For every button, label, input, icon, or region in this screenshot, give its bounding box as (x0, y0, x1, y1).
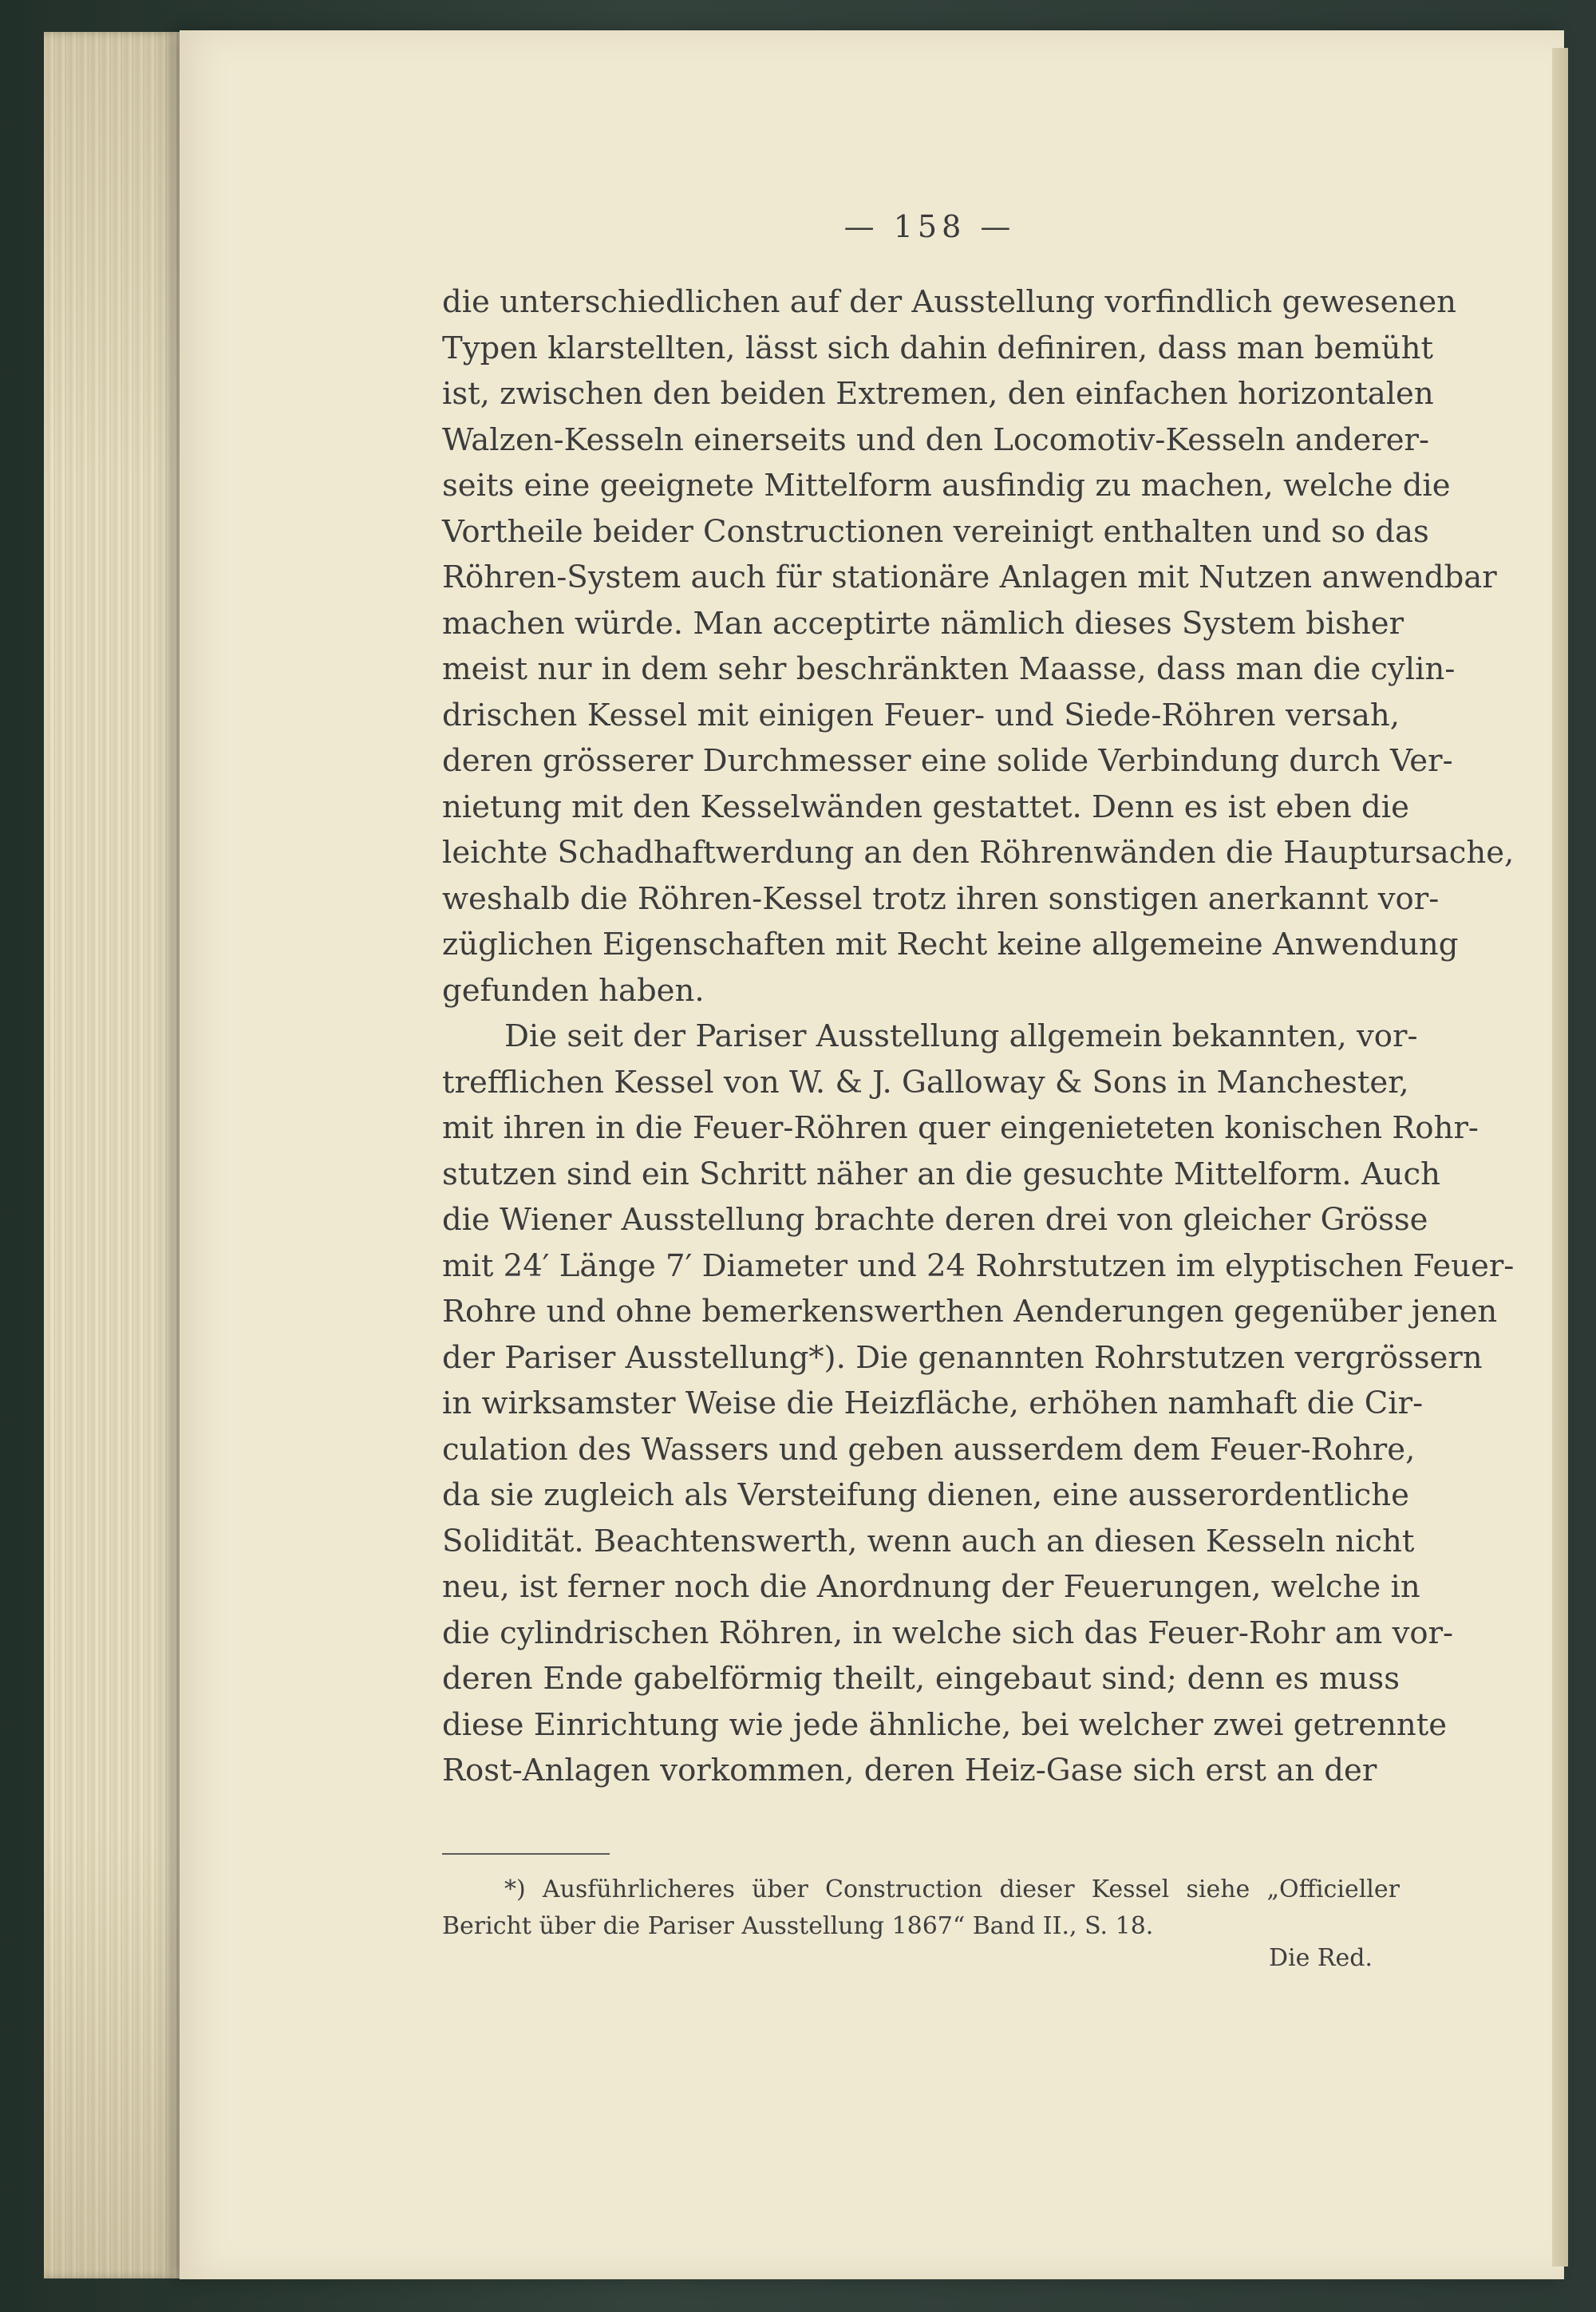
text-line: Typen klarstellten, lässt sich dahin definiren, dass man bemüht (442, 330, 1433, 366)
text-line: Walzen-Kesseln einerseits und den Locomotiv-Kesseln anderer- (442, 421, 1430, 458)
text-line: deren Ende gabelförmig theilt, eingebaut sind; denn es muss (442, 1661, 1400, 1697)
text-line: züglichen Eigenschaften mit Recht keine allgemeine Anwendung (442, 927, 1459, 962)
page-edges (44, 32, 188, 2278)
text-line: diese Einrichtung wie jede ähnliche, bei welcher zwei getrennte (442, 1706, 1448, 1743)
text-line: nietung mit den Kesselwänden gestattet. Denn es ist eben die (442, 788, 1409, 825)
text-line: machen würde. Man acceptirte nämlich dieses System bisher (442, 605, 1404, 642)
text-line: neu, ist ferner noch die Anordnung der Feuerungen, welche in (442, 1569, 1420, 1605)
text-line: culation des Wassers und geben ausserdem dem Feuer-Rohre, (442, 1431, 1416, 1468)
text-line: gefunden haben. (442, 972, 705, 1009)
body-text (442, 279, 1515, 1794)
text-line: weshalb die Röhren-Kessel trotz ihren sonstigen anerkannt vor- (442, 880, 1440, 917)
text-line: leichte Schadhaftwerdung an den Röhrenwänden die Hauptursache, (442, 835, 1515, 871)
text-line: ist, zwischen den beiden Extremen, den einfachen horizontalen (442, 376, 1434, 412)
text-line: Solidität. Beachtenswerth, wenn auch an diesen Kesseln nicht (442, 1523, 1415, 1559)
text-line: in wirksamster Weise die Heizfläche, erhöhen namhaft die Cir- (442, 1385, 1424, 1421)
text-line: mit 24′ Länge 7′ Diameter und 24 Rohrstutzen im elyptischen Feuer- (442, 1247, 1515, 1284)
text-line: Vortheile beider Constructionen vereinigt enthalten und so das (442, 513, 1429, 550)
text-line: Rohre und ohne bemerkenswerthen Aenderungen gegenüber jenen (442, 1294, 1498, 1330)
text-line: der Pariser Ausstellung*). Die genannten Rohrstutzen vergrössern (442, 1339, 1483, 1376)
footnote-divider (442, 1853, 610, 1855)
footnote (442, 1871, 1400, 1945)
text-line: Rost-Anlagen vorkommen, deren Heiz-Gase sich erst an der (442, 1753, 1377, 1788)
page-number: — 158 — (843, 209, 1016, 244)
text-line: Die seit der Pariser Ausstellung allgemein bekannten, vor- (504, 1018, 1418, 1054)
text-line: Röhren-System auch für stationäre Anlagen mit Nutzen anwendbar (442, 559, 1497, 595)
footnote-signature: Die Red. (1268, 1944, 1373, 1972)
page-right-edge (1552, 48, 1568, 2267)
text-line: meist nur in dem sehr beschränkten Maasse, dass man die cylin- (442, 651, 1456, 687)
text-line: die cylindrischen Röhren, in welche sich das Feuer-Rohr am vor- (442, 1614, 1454, 1651)
text-line: trefflichen Kessel von W. & J. Galloway & Sons in Manchester, (442, 1064, 1409, 1101)
text-line: die unterschiedlichen auf der Ausstellung vorfindlich gewesenen (442, 284, 1457, 320)
footnote-line: Bericht über die Pariser Ausstellung 1867“ Band II., S. 18. (442, 1912, 1154, 1940)
text-line: drischen Kessel mit einigen Feuer- und Siede-Röhren versah, (442, 697, 1400, 733)
text-line: seits eine geeignete Mittelform ausfindig zu machen, welche die (442, 468, 1451, 504)
text-line: deren grösserer Durchmesser eine solide Verbindung durch Ver- (442, 743, 1453, 779)
text-line: da sie zugleich als Versteifung dienen, eine ausserordentliche (442, 1477, 1409, 1513)
text-line: mit ihren in die Feuer-Röhren quer eingenieteten konischen Rohr- (442, 1110, 1479, 1146)
text-line: die Wiener Ausstellung brachte deren drei von gleicher Grösse (442, 1202, 1428, 1238)
text-line: stutzen sind ein Schritt näher an die gesuchte Mittelform. Auch (442, 1156, 1440, 1192)
footnote-line: *) Ausführlicheres über Construction dieser Kessel siehe „Officieller (504, 1875, 1400, 1903)
